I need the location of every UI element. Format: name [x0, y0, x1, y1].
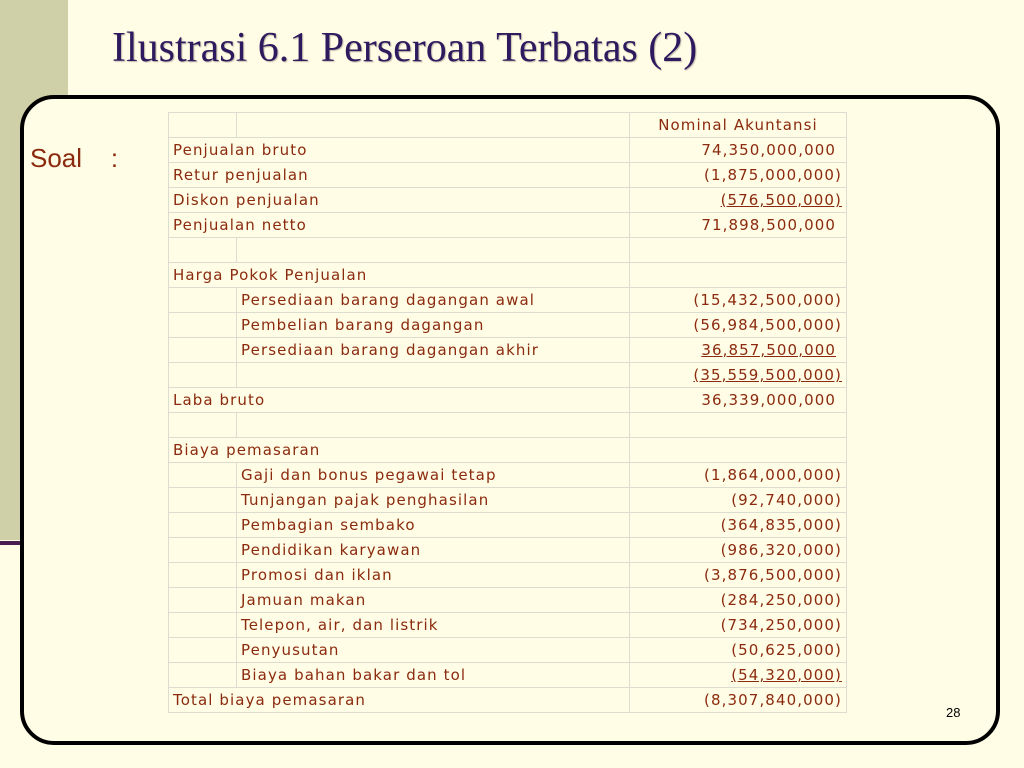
table-row [169, 613, 847, 638]
indent-cell [169, 663, 237, 688]
row-value: (986,320,000) [720, 541, 842, 559]
row-label: Total biaya pemasaran [169, 688, 630, 713]
table-row [169, 463, 847, 488]
row-value: 36,339,000,000 [701, 391, 836, 409]
row-value-cell [630, 413, 847, 438]
soal-label: Soal : [30, 143, 119, 173]
financial-table [168, 112, 847, 713]
row-label: Retur penjualan [169, 163, 630, 188]
indent-cell [169, 513, 237, 538]
table-row [169, 438, 847, 463]
indent-cell [169, 613, 237, 638]
row-value: (15,432,500,000) [693, 291, 842, 309]
indent-cell [169, 538, 237, 563]
row-value-cell [630, 213, 847, 238]
row-value-cell [630, 138, 847, 163]
table-row [169, 388, 847, 413]
indent-cell [169, 413, 237, 438]
row-label [237, 363, 630, 388]
row-value-cell [630, 588, 847, 613]
row-value-cell [630, 488, 847, 513]
row-label [237, 413, 630, 438]
table-row [169, 238, 847, 263]
indent-cell [169, 588, 237, 613]
table-row [169, 413, 847, 438]
row-value: (284,250,000) [720, 591, 842, 609]
row-value: (8,307,840,000) [704, 691, 842, 709]
row-value-cell [630, 538, 847, 563]
column-header-nominal: Nominal Akuntansi [630, 113, 847, 138]
row-value-cell [630, 463, 847, 488]
row-label: Biaya pemasaran [169, 438, 630, 463]
row-value: (56,984,500,000) [693, 316, 842, 334]
indent-cell [169, 363, 237, 388]
indent-cell [169, 338, 237, 363]
indent-cell [169, 638, 237, 663]
row-value: (3,876,500,000) [704, 566, 842, 584]
row-value-cell [630, 313, 847, 338]
table-row [169, 488, 847, 513]
row-value: 74,350,000,000 [701, 141, 836, 159]
row-value: (54,320,000) [731, 666, 842, 684]
table-row [169, 163, 847, 188]
row-label: Laba bruto [169, 388, 630, 413]
table-header-row [169, 113, 847, 138]
row-value-cell [630, 613, 847, 638]
indent-cell [169, 563, 237, 588]
row-value-cell [630, 238, 847, 263]
row-label: Penyusutan [237, 638, 630, 663]
row-value: (576,500,000) [720, 191, 842, 209]
table-row [169, 563, 847, 588]
table-row [169, 313, 847, 338]
row-value-cell [630, 688, 847, 713]
row-value-cell [630, 188, 847, 213]
table-row [169, 638, 847, 663]
row-label: Persediaan barang dagangan awal [237, 288, 630, 313]
row-label: Pembelian barang dagangan [237, 313, 630, 338]
header-blank-cell [237, 113, 630, 138]
row-label: Harga Pokok Penjualan [169, 263, 630, 288]
row-value-cell [630, 438, 847, 463]
row-value: (92,740,000) [731, 491, 842, 509]
row-value: 36,857,500,000 [701, 341, 836, 359]
row-value-cell [630, 638, 847, 663]
indent-cell [169, 463, 237, 488]
row-value: (734,250,000) [720, 616, 842, 634]
row-value: (1,864,000,000) [704, 466, 842, 484]
row-value-cell [630, 663, 847, 688]
row-label: Penjualan bruto [169, 138, 630, 163]
indent-cell [169, 238, 237, 263]
row-label: Telepon, air, dan listrik [237, 613, 630, 638]
row-label: Tunjangan pajak penghasilan [237, 488, 630, 513]
table-row [169, 213, 847, 238]
indent-cell [169, 288, 237, 313]
table-row [169, 288, 847, 313]
row-label: Promosi dan iklan [237, 563, 630, 588]
row-label [237, 238, 630, 263]
row-label: Persediaan barang dagangan akhir [237, 338, 630, 363]
row-value-cell [630, 363, 847, 388]
table-row [169, 663, 847, 688]
row-value-cell [630, 163, 847, 188]
row-value: (50,625,000) [731, 641, 842, 659]
indent-cell [169, 313, 237, 338]
row-value: (1,875,000,000) [704, 166, 842, 184]
table-row [169, 363, 847, 388]
row-label: Gaji dan bonus pegawai tetap [237, 463, 630, 488]
row-value: 71,898,500,000 [701, 216, 836, 234]
slide-title: Ilustrasi 6.1 Perseroan Terbatas (2) [112, 25, 698, 71]
row-value-cell [630, 563, 847, 588]
row-label: Pendidikan karyawan [237, 538, 630, 563]
row-label: Diskon penjualan [169, 188, 630, 213]
row-value-cell [630, 513, 847, 538]
table-row [169, 188, 847, 213]
page-number: 28 [946, 705, 961, 720]
row-value-cell [630, 338, 847, 363]
row-value-cell [630, 263, 847, 288]
table-row [169, 263, 847, 288]
header-blank-cell [169, 113, 237, 138]
table-row [169, 588, 847, 613]
table-row [169, 513, 847, 538]
row-value-cell [630, 388, 847, 413]
row-label: Penjualan netto [169, 213, 630, 238]
indent-cell [169, 488, 237, 513]
row-value: (35,559,500,000) [693, 366, 842, 384]
table-row [169, 138, 847, 163]
table-row [169, 688, 847, 713]
table-row [169, 538, 847, 563]
row-label: Biaya bahan bakar dan tol [237, 663, 630, 688]
row-label: Pembagian sembako [237, 513, 630, 538]
row-value-cell [630, 288, 847, 313]
row-value: (364,835,000) [720, 516, 842, 534]
table-row [169, 338, 847, 363]
row-label: Jamuan makan [237, 588, 630, 613]
